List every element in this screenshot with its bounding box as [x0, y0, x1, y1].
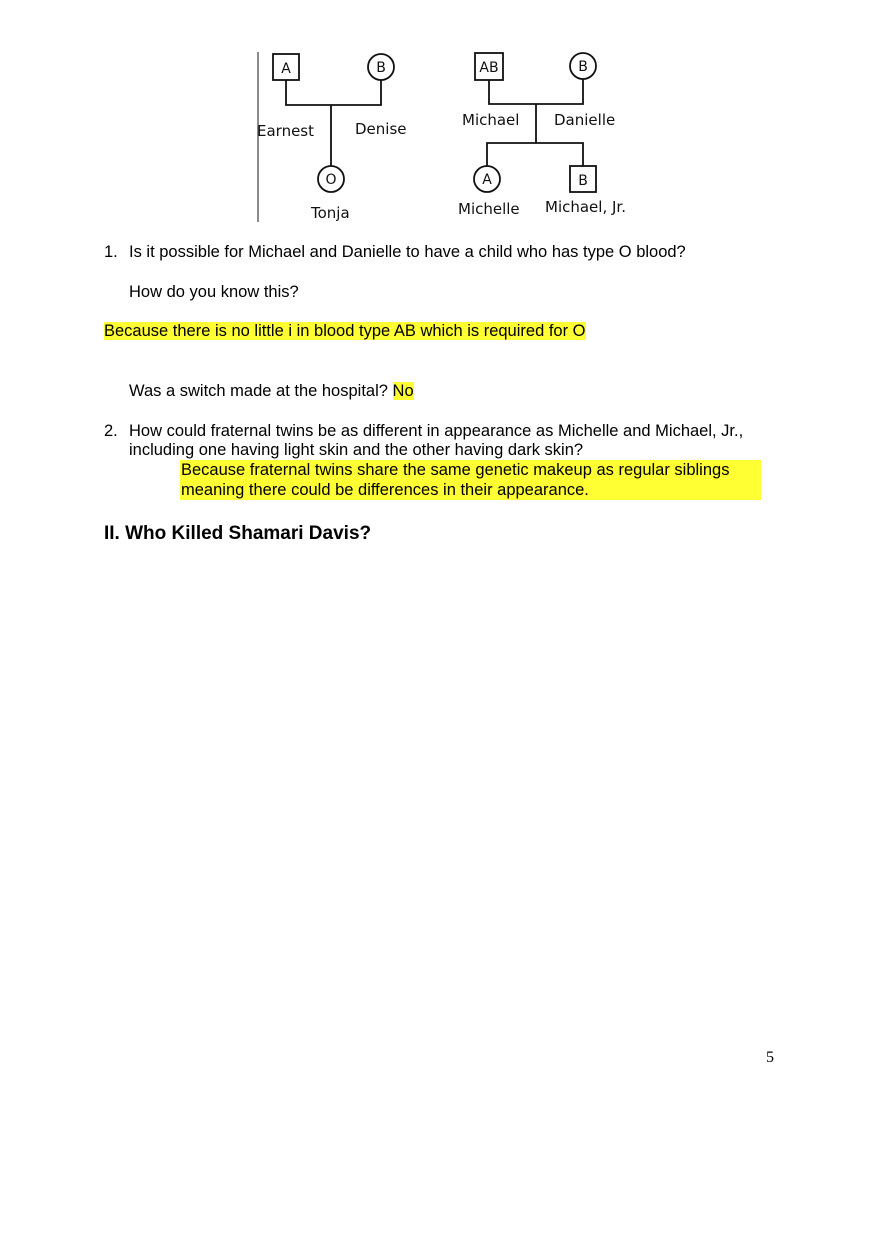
michael-jr-name: Michael, Jr. — [545, 198, 626, 216]
question-1-text: Is it possible for Michael and Danielle to have a child who has type O blood? — [129, 243, 686, 261]
section-2-heading: II. Who Killed Shamari Davis? — [104, 523, 372, 544]
danielle-blood-type: B — [578, 59, 588, 75]
pedigree-diagram — [255, 48, 630, 228]
michelle-name: Michelle — [458, 200, 520, 218]
denise-name: Denise — [355, 120, 407, 138]
tonja-blood-type: O — [325, 172, 337, 188]
denise-blood-type: B — [376, 60, 386, 76]
hospital-switch-question: Was a switch made at the hospital? — [129, 382, 388, 400]
tonja-name: Tonja — [311, 204, 350, 222]
marriage-line-2 — [489, 79, 583, 104]
family-2 — [458, 53, 626, 218]
earnest-blood-type: A — [281, 61, 291, 77]
earnest-name: Earnest — [257, 122, 315, 140]
sibship-line — [487, 143, 583, 166]
michael-name: Michael — [462, 111, 520, 129]
marriage-line-1 — [286, 80, 381, 105]
question-1-number: 1. — [104, 243, 118, 261]
question-2-answer-line-1: Because fraternal twins share the same genetic makeup as regular siblings — [181, 461, 730, 479]
michael-blood-type: AB — [479, 60, 499, 76]
question-1-followup: How do you know this? — [129, 283, 299, 301]
page-number: 5 — [766, 1049, 774, 1066]
michelle-blood-type: A — [482, 172, 492, 188]
hospital-switch-line — [129, 381, 414, 401]
family-1 — [257, 54, 407, 222]
question-2-answer-line-2: meaning there could be differences in their appearance. — [181, 481, 589, 499]
hospital-switch-answer: No — [392, 382, 414, 400]
danielle-name: Danielle — [554, 111, 616, 129]
michael-jr-blood-type: B — [578, 173, 588, 189]
question-1-answer: Because there is no little i in blood type AB which is required for O — [104, 322, 586, 340]
question-2-line-2: including one having light skin and the other having dark skin? — [129, 441, 584, 459]
question-2-number: 2. — [104, 422, 118, 440]
question-2-line-1: How could fraternal twins be as different in appearance as Michelle and Michael, Jr., — [129, 422, 744, 440]
